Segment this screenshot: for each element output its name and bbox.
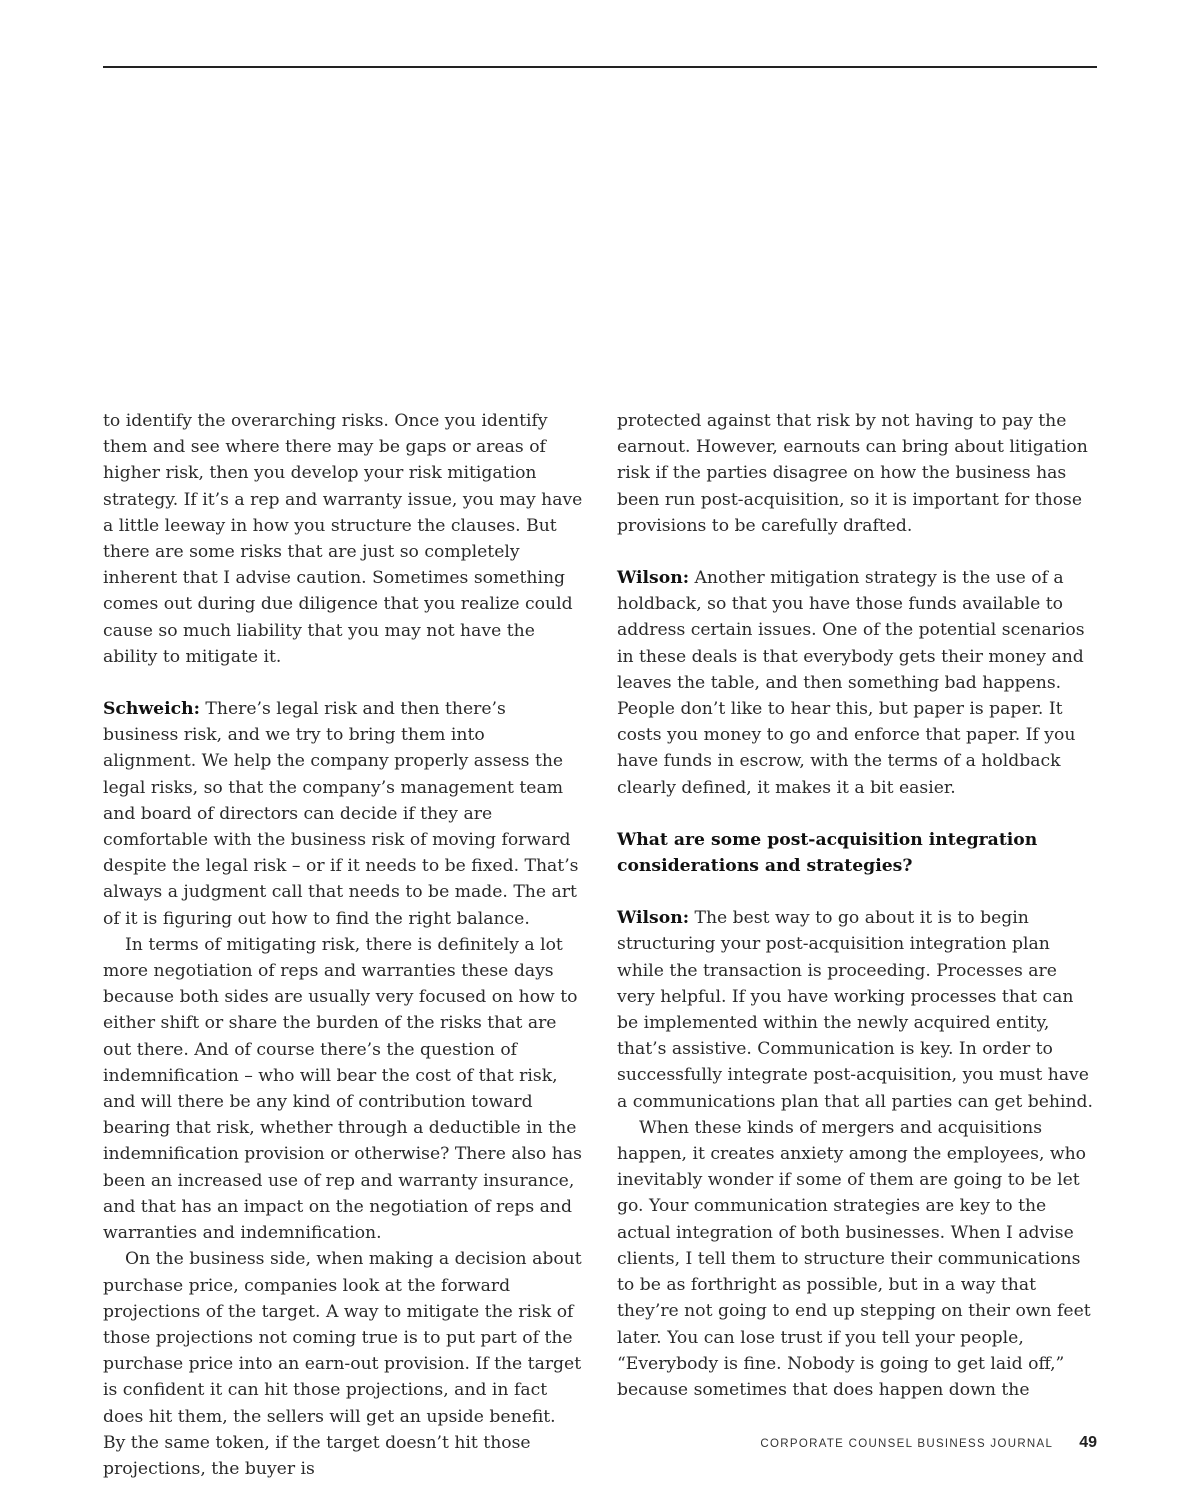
right-paragraph-3 [617, 905, 1097, 1115]
right-paragraph-2-text: Another mitigation strategy is the use of a holdback, so that you have those funds available to address certain issues. One of the potential scenarios in these deals is that everybody gets their money and leaves the table, and then something bad happens. People don’t like to hear this, but paper is paper. It costs you money to go and enforce that paper. If you have funds in escrow, with the terms of a holdback clearly defined, it makes it a bit easier. [617, 568, 1085, 798]
right-paragraph-3-text: The best way to go about it is to begin structuring your post-acquisition integration plan while the transaction is proceeding. Processes are very helpful. If you have working processes that can be implemented within the newly acquired entity, that’s assistive. Communication is key. In order to successfully integrate post-acquisition, you must have a communications plan that all parties can get behind. [617, 908, 1094, 1112]
top-rule [103, 66, 1097, 68]
journal-name: CORPORATE COUNSEL BUSINESS JOURNAL [760, 1438, 1054, 1450]
speaker-name: Wilson: [617, 908, 690, 929]
left-column [103, 408, 583, 1482]
right-column [617, 408, 1097, 1403]
speaker-name: Wilson: [617, 568, 690, 589]
left-paragraph-1: to identify the overarching risks. Once you identify them and see where there may be gaps or areas of higher risk, then you develop your risk mitigation strategy. If it’s a rep and warranty issue, you may have a little leeway in how you structure the clauses. But there are some risks that are just so completely inherent that I advise caution. Sometimes something comes out during due diligence that you realize could cause so much liability that you may not have the ability to mitigate it. [103, 411, 583, 667]
interview-question: What are some post-acquisition integration considerations and strategies? [617, 829, 1038, 877]
left-paragraph-2-text: There’s legal risk and then there’s business risk, and we try to bring them into alignment. We help the company properly assess the legal risks, so that the company’s management team and board of directors can decide if they are comfortable with the business risk of moving forward despite the legal risk – or if it needs to be fixed. That’s always a judgment call that needs to be made. The art of it is figuring out how to find the right balance. [103, 699, 579, 929]
left-paragraph-2 [103, 696, 583, 932]
left-paragraph-4: On the business side, when making a decision about purchase price, companies look at the forward projections of the target. A way to mitigate the risk of those projections not coming true is to put part of the purchase price into an earn-out provision. If the target is confident it can hit those projections, and in fact does hit them, the sellers will get an upside benefit. By the same token, if the target doesn’t hit those projections, the buyer is [103, 1249, 582, 1479]
speaker-name: Schweich: [103, 699, 200, 720]
page-footer [760, 1434, 1097, 1452]
right-paragraph-4: When these kinds of mergers and acquisitions happen, it creates anxiety among the employees, who inevitably wonder if some of them are going to be let go. Your communication strategies are key to the actual integration of both businesses. When I advise clients, I tell them to structure their communications to be as forthright as possible, but in a way that they’re not going to end up stepping on their own feet later. You can lose trust if you tell your people, “Everybody is fine. Nobody is going to get laid off,” because sometimes that does happen down the [617, 1117, 1091, 1400]
page-number: 49 [1079, 1434, 1097, 1451]
left-paragraph-3: In terms of mitigating risk, there is definitely a lot more negotiation of reps and warranties these days because both sides are usually very focused on how to either shift or share the burden of the risks that are out there. And of course there’s the question of indemnification – who will bear the cost of that risk, and will there be any kind of contribution toward bearing that risk, whether through a deductible in the indemnification provision or otherwise? There also has been an increased use of rep and warranty insurance, and that has an impact on the negotiation of reps and warranties and indemnification. [103, 934, 582, 1244]
right-paragraph-1: protected against that risk by not having to pay the earnout. However, earnouts can bring about litigation risk if the parties disagree on how the business has been run post-acquisition, so it is important for those provisions to be carefully drafted. [617, 411, 1088, 536]
right-paragraph-2 [617, 565, 1097, 801]
